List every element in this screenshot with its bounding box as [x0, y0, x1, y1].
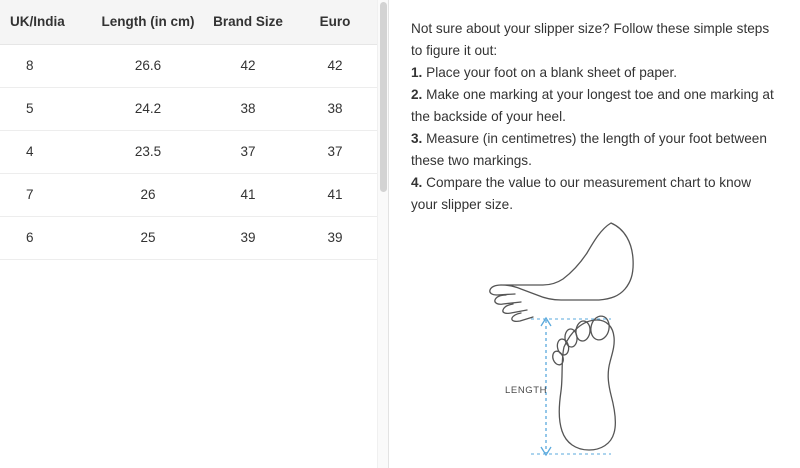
instruction-step-3: [411, 128, 778, 172]
cell-length: 25: [93, 217, 203, 260]
cell-euro: 38: [293, 88, 377, 131]
step-text-3: Measure (in centimetres) the length of your foot between these two markings.: [411, 131, 767, 168]
foot-side-view-icon: [490, 223, 633, 321]
step-number-3: 3.: [411, 131, 423, 146]
cell-euro: 41: [293, 174, 377, 217]
instructions-text: [411, 18, 778, 216]
cell-brand-size: 41: [203, 174, 293, 217]
table-header: [0, 0, 377, 45]
cell-length: 26.6: [93, 45, 203, 88]
step-text-1: Place your foot on a blank sheet of paper.: [426, 65, 678, 80]
table-header-row: [0, 0, 377, 45]
instruction-step-2: [411, 84, 778, 128]
table-row: [0, 45, 377, 88]
instruction-step-4: [411, 172, 778, 216]
cell-brand-size: 37: [203, 131, 293, 174]
cell-brand-size: 42: [203, 45, 293, 88]
instructions-intro: Not sure about your slipper size? Follow these simple steps to figure it out:: [411, 21, 770, 58]
step-text-2: Make one marking at your longest toe and one marking at the backside of your heel.: [411, 87, 774, 124]
step-number-4: 4.: [411, 175, 423, 190]
cell-euro: 37: [293, 131, 377, 174]
foot-measurement-diagram: [411, 215, 761, 460]
cell-length: 23.5: [93, 131, 203, 174]
cell-brand-size: 38: [203, 88, 293, 131]
vertical-scrollbar[interactable]: [377, 0, 388, 468]
cell-uk-india: 4: [0, 131, 93, 174]
table-row: [0, 217, 377, 260]
cell-euro: 42: [293, 45, 377, 88]
cell-uk-india: 8: [0, 45, 93, 88]
cell-euro: 39: [293, 217, 377, 260]
instructions-panel: [389, 0, 800, 468]
column-header-length: Length (in cm): [93, 0, 203, 45]
cell-length: 26: [93, 174, 203, 217]
foot-top-view-icon: [551, 314, 616, 450]
scrollbar-thumb[interactable]: [380, 2, 387, 192]
cell-brand-size: 39: [203, 217, 293, 260]
table-row: [0, 131, 377, 174]
length-label: LENGTH: [505, 385, 548, 396]
table-row: [0, 174, 377, 217]
step-number-2: 2.: [411, 87, 423, 102]
table-body: [0, 45, 377, 260]
cell-length: 24.2: [93, 88, 203, 131]
column-header-euro: Euro: [293, 0, 377, 45]
size-table: [0, 0, 377, 260]
cell-uk-india: 7: [0, 174, 93, 217]
instruction-step-1: [411, 62, 778, 84]
step-text-4: Compare the value to our measurement chart to know your slipper size.: [411, 175, 752, 212]
table-row: [0, 88, 377, 131]
step-number-1: 1.: [411, 65, 423, 80]
column-header-brand-size: Brand Size: [203, 0, 293, 45]
column-header-uk-india: UK/India: [0, 0, 93, 45]
size-table-panel: [0, 0, 388, 468]
cell-uk-india: 6: [0, 217, 93, 260]
cell-uk-india: 5: [0, 88, 93, 131]
